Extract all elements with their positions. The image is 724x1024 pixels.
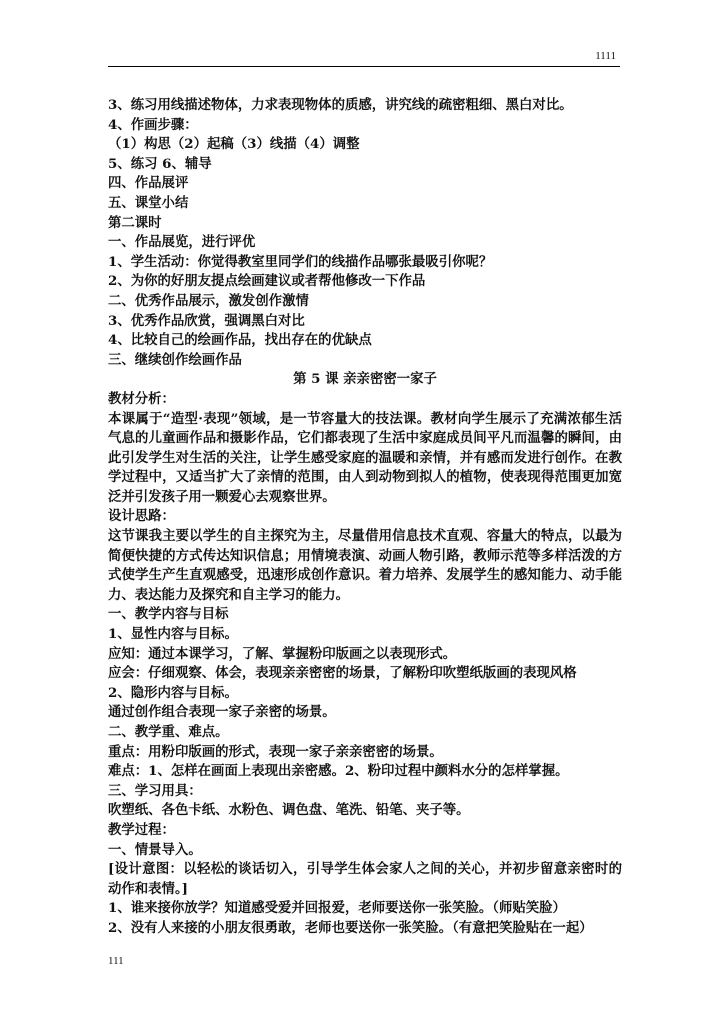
analysis-heading: 教材分析： — [108, 390, 175, 407]
text-line: 1、显性内容与目标。 — [108, 626, 238, 643]
text-line: 四、作品展评 — [108, 175, 189, 192]
text-line: 应知：通过本课学习，了解、掌握粉印版画之以表现形式。 — [108, 645, 457, 662]
text-line: 一、教学内容与目标 — [108, 606, 229, 623]
text-line: 一、作品展览，进行评优 — [108, 234, 256, 251]
text-line: 应会：仔细观察、体会，表现亲亲密密的场景，了解粉印吹塑纸版画的表现风格 — [108, 665, 577, 682]
text-line: 1、学生活动：你觉得教室里同学们的线描作品哪张最吸引你呢？ — [108, 253, 493, 270]
header-divider — [108, 66, 620, 67]
text-line: 二、优秀作品展示，激发创作激情 — [108, 292, 309, 309]
section-heading: 第二课时 — [108, 214, 162, 231]
footer-page-number: 111 — [108, 955, 124, 967]
text-paragraph: 2、没有人来接的小朋友很勇敢，老师也要送你一张笑脸。（有意把笑脸贴在一起） — [108, 919, 593, 936]
text-line: 2、为你的好朋友提点绘画建议或者帮他修改一下作品 — [108, 273, 426, 290]
design-paragraph: 这节课我主要以学生的自主探究为主，尽量借用信息技术直观、容量大的特点，以最为简便快捷的方式传达知识信息；用情境表演、动画人物引路，教师示范等多样活泼的方式使学生产生直观感受，迅速形成创作意识。着力培养、发展学生的感知能力、动手能力、表达能力及探究和自主学习的能力。 — [108, 528, 622, 603]
text-line: 难点：1、怎样在画面上表现出亲密感。2、粉印过程中颜料水分的怎样掌握。 — [108, 763, 569, 780]
document-body — [108, 96, 622, 939]
design-intent-paragraph: [设计意图：以轻松的谈话切入，引导学生体会家人之间的关心，并初步留意亲密时的动作和表情。] — [108, 861, 622, 897]
text-line: 3、练习用线描述物体，力求表现物体的质感，讲究线的疏密粗细、黑白对比。 — [108, 97, 573, 113]
text-line: 教学过程： — [108, 821, 175, 838]
text-line: 4、比较自己的绘画作品，找出存在的优缺点 — [108, 332, 372, 349]
text-line: 三、继续创作绘画作品 — [108, 351, 242, 368]
text-line: 通过创作组合表现一家子亲密的场景。 — [108, 704, 336, 721]
text-line: 一、情景导入。 — [108, 841, 202, 858]
header-page-number: 1111 — [595, 50, 616, 62]
lesson-title: 第 5 课 亲亲密密一家子 — [293, 371, 437, 388]
text-line: 三、学习用具： — [108, 782, 202, 799]
text-line: 2、隐形内容与目标。 — [108, 684, 238, 701]
text-line: （1）构思（2）起稿（3）线描（4）调整 — [108, 136, 360, 153]
text-line: 重点：用粉印版画的形式，表现一家子亲亲密密的场景。 — [108, 743, 443, 760]
analysis-paragraph: 本课属于“造型·表现”领域，是一节容量大的技法课。教材向学生展示了充满浓郁生活气息的儿童画作品和摄影作品，它们都表现了生活中家庭成员间平凡而温馨的瞬间，由此引发学生对生活的关注，让学生感受家庭的温暖和亲情，并有感而发进行创作。在教学过程中，又适当扩大了亲情的范围，由人到动物到拟人的植物，使表现得范围更加宽泛并引发孩子用一颗爱心去观察世界。 — [108, 410, 622, 505]
text-line: 1、谁来接你放学？知道感受爱并回报爱，老师要送你一张笑脸。（师贴笑脸） — [108, 900, 566, 917]
design-heading: 设计思路： — [108, 508, 175, 525]
text-line: 吹塑纸、各色卡纸、水粉色、调色盘、笔洗、铅笔、夹子等。 — [108, 802, 470, 819]
text-line: 4、作画步骤： — [108, 116, 198, 133]
text-line: 5、练习 6、辅导 — [108, 155, 212, 172]
text-line: 二、教学重、难点。 — [108, 724, 229, 740]
text-line: 3、优秀作品欣赏，强调黑白对比 — [108, 312, 305, 329]
text-line: 五、课堂小结 — [108, 194, 189, 211]
